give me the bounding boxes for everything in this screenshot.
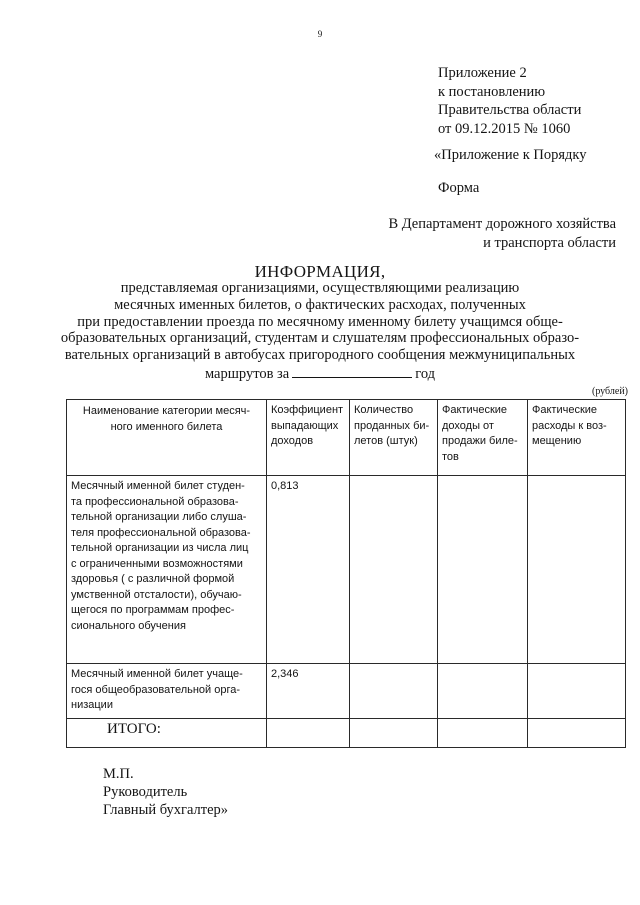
header-text: Фактические [442, 404, 508, 416]
appendix-line: Приложение 2 [438, 65, 527, 81]
empty-cell [350, 664, 438, 719]
header-tickets-sold [350, 400, 438, 476]
cell-text: Месячный именной билет учаще- [71, 668, 243, 680]
period-prefix: маршрутов за [204, 365, 290, 382]
subtitle-line: при предоставлении проезда по месячному именному билету учащимся обще- [77, 313, 563, 330]
cell-text: сионального обучения [71, 619, 186, 632]
head-label: Руководитель [103, 784, 188, 800]
table-row [67, 664, 626, 719]
cell-text: тельной организации либо слуша- [71, 511, 247, 523]
form-label: Форма [438, 180, 480, 196]
empty-cell [350, 476, 438, 664]
header-text: летов (штук) [354, 435, 418, 447]
header-text: доходов [271, 435, 314, 447]
appendix-block [438, 64, 581, 138]
cell-text: щегося по программам профес- [71, 604, 235, 616]
page-number: 9 [317, 29, 323, 39]
cell-text: тельной организации из числа лиц [71, 542, 249, 554]
stamp-label: М.П. [103, 766, 134, 782]
subtitle-line: представляемая организациями, осуществляющими реализацию [120, 280, 520, 296]
empty-cell [528, 664, 626, 719]
cell-text: здоровья ( с различной формой [71, 573, 235, 585]
header-text: Количество [354, 404, 414, 416]
empty-cell [528, 719, 626, 748]
cell-text: та профессиональной образова- [71, 495, 239, 508]
header-text: тов [442, 450, 459, 463]
addressee-line: и транспорта области [483, 234, 616, 251]
appendix-line: от 09.12.2015 № 1060 [438, 120, 571, 137]
header-category [67, 400, 267, 476]
category-cell [67, 476, 267, 664]
empty-cell [528, 476, 626, 664]
unit-label: (рублей) [591, 386, 628, 397]
empty-cell [350, 719, 438, 748]
empty-cell [267, 719, 350, 748]
header-text: проданных би- [354, 419, 430, 432]
empty-cell [438, 664, 528, 719]
expenses-table [66, 399, 626, 748]
addressee-line: В Департамент дорожного хозяйства [388, 216, 616, 232]
header-text: Наименование категории месяч- [82, 405, 251, 417]
period-blank-field [292, 364, 412, 378]
category-cell [67, 664, 267, 719]
signature-block [103, 765, 228, 819]
coefficient-cell: 2,346 [267, 664, 350, 719]
period-suffix: год [415, 365, 436, 382]
header-text: расходы к воз- [532, 419, 607, 432]
subtitle-line: образовательных организаций, студентам и слушателям профессиональных образо- [60, 330, 580, 347]
document-subtitle [0, 280, 640, 383]
coefficient-cell: 0,813 [267, 476, 350, 664]
header-actual-income [438, 400, 528, 476]
table-header-row [67, 400, 626, 476]
document-title: ИНФОРМАЦИЯ, [254, 262, 386, 281]
cell-text: теля профессиональной образова- [71, 526, 251, 539]
table-row [67, 476, 626, 664]
header-coefficient [267, 400, 350, 476]
accountant-label: Главный бухгалтер» [103, 802, 229, 818]
empty-cell [438, 476, 528, 664]
header-text: продажи биле- [442, 435, 518, 447]
header-text: доходы от [442, 419, 494, 432]
cell-text: Месячный именной билет студен- [71, 480, 245, 492]
appendix-line: к постановлению [438, 83, 546, 100]
appendix-line: Правительства области [438, 102, 582, 118]
cell-text: умственной отсталости), обучаю- [71, 588, 242, 601]
header-text: Коэффициент [271, 404, 344, 416]
header-text: мещению [532, 435, 582, 447]
order-appendix: «Приложение к Порядку [434, 147, 587, 163]
header-text: Фактические [532, 404, 598, 416]
total-row [67, 719, 626, 748]
header-text: ного именного билета [110, 420, 223, 433]
empty-cell [438, 719, 528, 748]
addressee [388, 215, 616, 252]
total-label: ИТОГО: [67, 719, 267, 748]
subtitle-period-line [0, 364, 640, 383]
cell-text: низации [71, 699, 113, 711]
header-actual-expenses [528, 400, 626, 476]
cell-text: с ограниченными возможностями [71, 557, 243, 570]
cell-text: гося общеобразовательной орга- [71, 683, 241, 696]
header-text: выпадающих [271, 419, 339, 432]
subtitle-line: месячных именных билетов, о фактических расходах, полученных [114, 296, 526, 313]
subtitle-line: вательных организаций в автобусах пригородного сообщения межмуниципальных [64, 347, 576, 364]
